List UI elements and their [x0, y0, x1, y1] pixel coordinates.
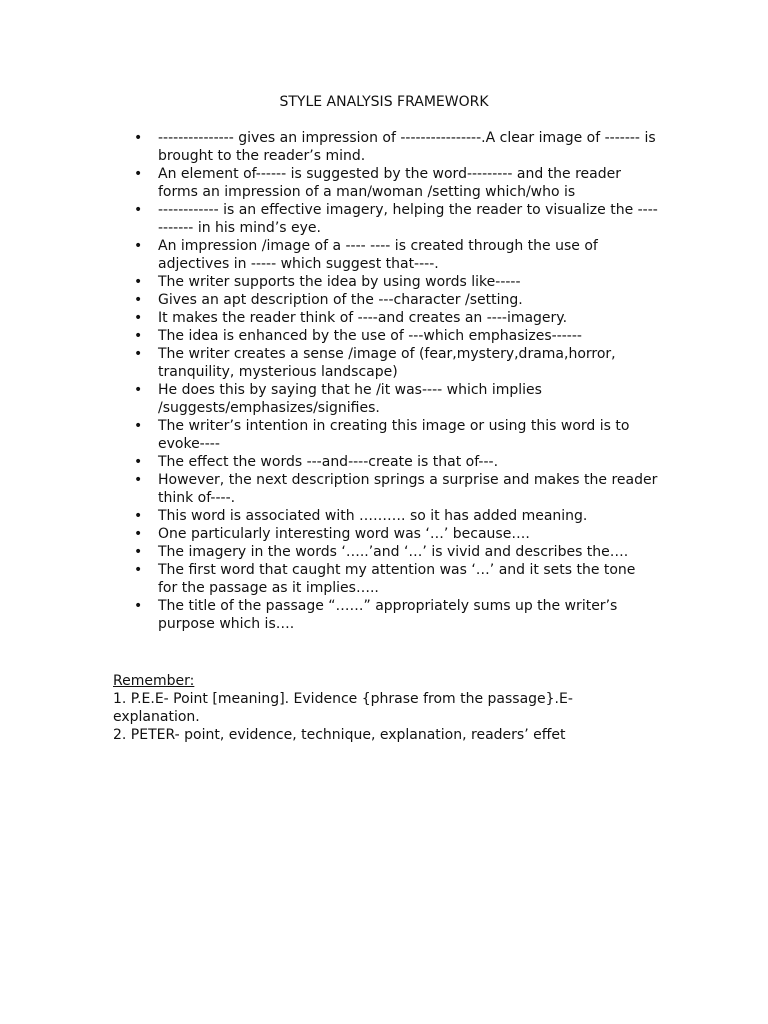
remember-item-2: 2. PETER- point, evidence, technique, explanation, readers’ effet — [113, 727, 566, 743]
bullet-text: It makes the reader think of ----and creates an ----imagery. — [158, 310, 568, 326]
bullet-text: This word is associated with ………. so it has added meaning. — [158, 508, 588, 524]
bullet-item — [113, 525, 658, 543]
bullet-item — [113, 453, 658, 471]
bullet-dot-icon: • — [134, 598, 143, 614]
bullet-text: The writer’s intention in creating this image or using this word is to evoke---- — [158, 418, 630, 452]
bullet-dot-icon: • — [134, 472, 143, 488]
remember-section — [113, 672, 658, 744]
bullet-dot-icon: • — [134, 346, 143, 362]
bullet-dot-icon: • — [134, 544, 143, 560]
document-title: STYLE ANALYSIS FRAMEWORK — [279, 94, 489, 110]
bullet-dot-icon: • — [134, 508, 143, 524]
bullet-item — [113, 561, 658, 597]
bullet-item — [113, 597, 658, 633]
bullet-item — [113, 381, 658, 417]
bullet-item — [113, 543, 658, 561]
bullet-text: The writer creates a sense /image of (fear,mystery,drama,horror, tranquility, mysterious landscape) — [158, 346, 616, 380]
bullet-item — [113, 507, 658, 525]
bullet-dot-icon: • — [134, 562, 143, 578]
bullet-item — [113, 471, 658, 507]
bullet-item — [113, 273, 658, 291]
bullet-item — [113, 309, 658, 327]
bullet-text: The writer supports the idea by using words like----- — [158, 274, 521, 290]
bullet-dot-icon: • — [134, 310, 143, 326]
bullet-text: ------------ is an effective imagery, helping the reader to visualize the ----------- in his mind’s eye. — [158, 202, 658, 236]
bullet-dot-icon: • — [134, 454, 143, 470]
bullet-dot-icon: • — [134, 238, 143, 254]
bullet-text: One particularly interesting word was ‘…’ because…. — [158, 526, 530, 542]
bullet-dot-icon: • — [134, 292, 143, 308]
bullet-item — [113, 291, 658, 309]
remember-label: Remember: — [113, 673, 195, 689]
bullet-text: The imagery in the words ‘…..’and ‘…’ is vivid and describes the…. — [158, 544, 629, 560]
bullet-text: An impression /image of a ---- ---- is created through the use of adjectives in ----- which suggest that----. — [158, 238, 598, 272]
bullet-text: --------------- gives an impression of ----------------.A clear image of ------- is brought to the reader’s mind. — [158, 130, 656, 164]
bullet-text: He does this by saying that he /it was---- which implies /suggests/emphasizes/signifies. — [158, 382, 542, 416]
bullet-item — [113, 327, 658, 345]
bullet-dot-icon: • — [134, 130, 143, 146]
bullet-dot-icon: • — [134, 202, 143, 218]
bullet-item — [113, 345, 658, 381]
bullet-dot-icon: • — [134, 166, 143, 182]
bullet-text: However, the next description springs a surprise and makes the reader think of----. — [158, 472, 658, 506]
bullet-text: The first word that caught my attention was ‘…’ and it sets the tone for the passage as it implies….. — [158, 562, 636, 596]
remember-item-1: 1. P.E.E- Point [meaning]. Evidence {phrase from the passage}.E-explanation. — [113, 691, 573, 725]
bullet-list — [113, 129, 658, 633]
bullet-dot-icon: • — [134, 328, 143, 344]
bullet-item — [113, 129, 658, 165]
bullet-text: The idea is enhanced by the use of ---which emphasizes------ — [158, 328, 582, 344]
bullet-text: The title of the passage “……” appropriately sums up the writer’s purpose which is…. — [158, 598, 618, 632]
bullet-text: An element of------ is suggested by the word--------- and the reader forms an impression of a man/woman /setting which/who is — [158, 166, 621, 200]
bullet-item — [113, 165, 658, 201]
bullet-dot-icon: • — [134, 382, 143, 398]
bullet-dot-icon: • — [134, 526, 143, 542]
bullet-item — [113, 237, 658, 273]
bullet-text: The effect the words ---and----create is that of---. — [158, 454, 499, 470]
bullet-dot-icon: • — [134, 418, 143, 434]
bullet-dot-icon: • — [134, 274, 143, 290]
bullet-item — [113, 201, 658, 237]
bullet-item — [113, 417, 658, 453]
bullet-text: Gives an apt description of the ---character /setting. — [158, 292, 523, 308]
